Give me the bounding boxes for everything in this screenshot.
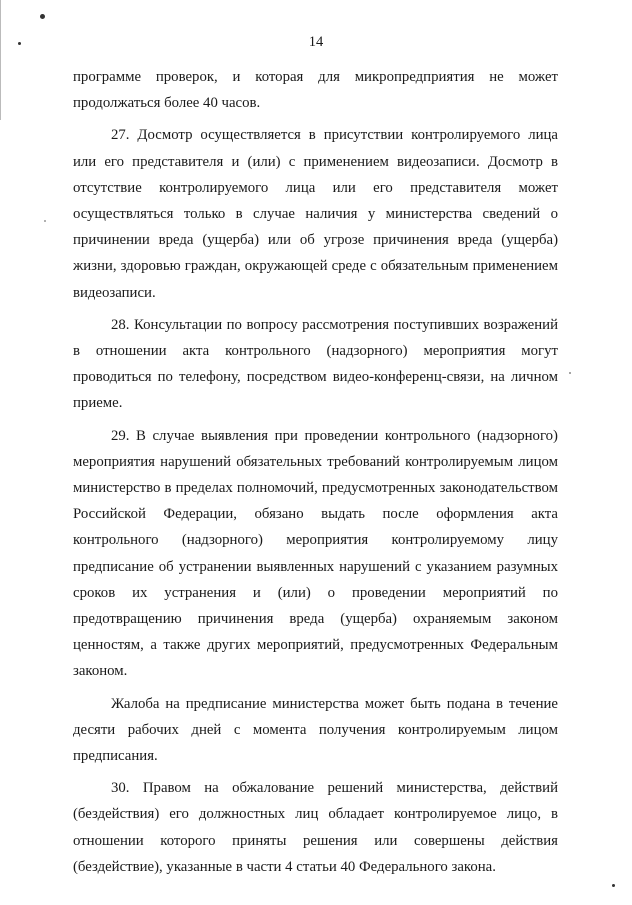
scan-speck xyxy=(40,14,45,19)
paragraph-continuation: программе проверок, и которая для микропредприятия не может продолжаться более 40 часов. xyxy=(73,69,558,112)
scan-speck xyxy=(44,220,46,222)
paragraph-27: 27. Досмотр осуществляется в присутствии контролируемого лица или его представителя и (или) с применением видеозаписи. Досмотр в отсутствие контролируемого лица или его представителя может осуществляться только в случае наличия у министерства сведений о причинении вреда (ущерба) или об угрозе причинения вреда (ущерба) жизни, здоровью граждан, окружающей среде с обязательным применением видеозаписи. xyxy=(73,127,558,301)
scan-speck xyxy=(569,372,571,374)
page-number: 14 xyxy=(308,34,324,50)
document-body xyxy=(73,64,558,880)
paragraph-30: 30. Правом на обжалование решений министерства, действий (бездействия) его должностных лиц обладает контролируемое лицо, в отношении которого приняты решения или совершены действия (бездействие), указанные в части 4 статьи 40 Федерального закона. xyxy=(73,780,558,875)
paragraph-complaint: Жалоба на предписание министерства может быть подана в течение десяти рабочих дней с момента получения контролируемым лицом предписания. xyxy=(73,695,558,765)
scan-edge-line xyxy=(0,0,1,120)
paragraph-29: 29. В случае выявления при проведении контрольного (надзорного) мероприятия нарушений обязательных требований контролируемым лицом министерство в пределах полномочий, предусмотренных законодательством Российской Федерации, обязано выдать после оформления акта контрольного (надзорного) мероприятия контролируемому лицу предписание об устранении выявленных нарушений с указанием разумных сроков их устранения и (или) о проведении мероприятий по предотвращению причинения вреда (ущерба) охраняемым законом ценностям, а также других мероприятий, предусмотренных Федеральным законом. xyxy=(73,427,558,680)
scan-speck xyxy=(612,884,615,887)
paragraph-28: 28. Консультации по вопросу рассмотрения поступивших возражений в отношении акта контрольного (надзорного) мероприятия могут проводиться по телефону, посредством видео-конференц-связи, на личном приеме. xyxy=(73,316,558,412)
